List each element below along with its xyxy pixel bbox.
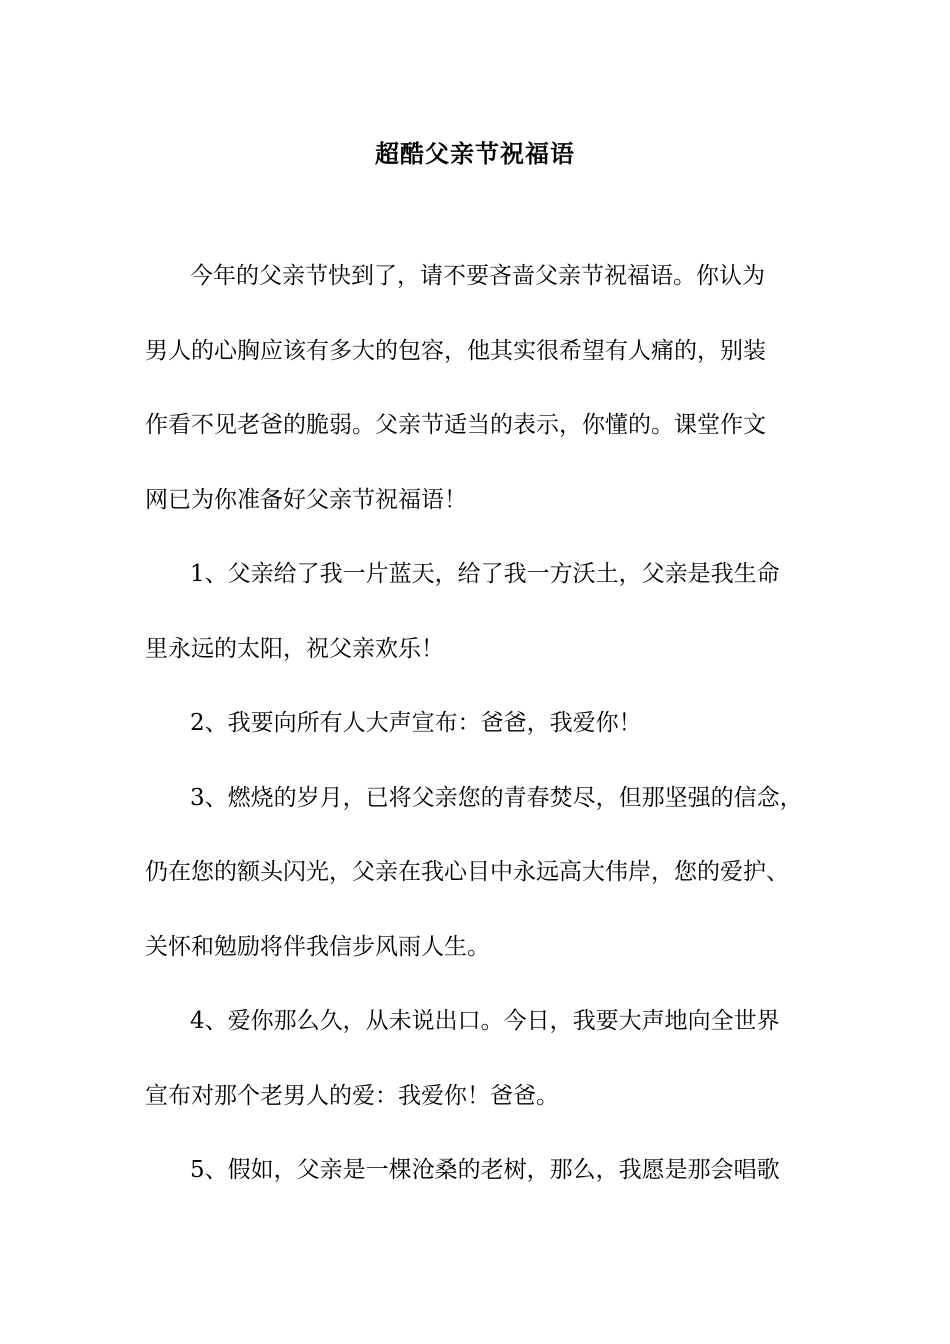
document-title: 超酷父亲节祝福语 <box>375 139 575 168</box>
body-line-6: 里永远的太阳，祝父亲欢乐！ <box>145 636 444 662</box>
body-line-13: 5、假如，父亲是一棵沧桑的老树，那么，我愿是那会唱歌 <box>190 1157 780 1183</box>
body-line-9: 仍在您的额头闪光，父亲在我心目中永远高大伟岸，您的爱护、 <box>145 859 789 885</box>
body-line-3: 作看不见老爸的脆弱。父亲节适当的表示，你懂的。课堂作文 <box>145 412 766 438</box>
body-line-11: 4、爱你那么久，从未说出口。今日，我要大声地向全世界 <box>190 1008 780 1034</box>
body-line-12: 宣布对那个老男人的爱：我爱你！爸爸。 <box>145 1083 559 1109</box>
body-line-1: 今年的父亲节快到了，请不要吝啬父亲节祝福语。你认为 <box>190 263 765 289</box>
body-line-7: 2、我要向所有人大声宣布：爸爸，我爱你！ <box>190 710 642 736</box>
body-line-10: 关怀和勉励将伴我信步风雨人生。 <box>145 934 490 960</box>
body-line-2: 男人的心胸应该有多大的包容，他其实很希望有人痛的，别装 <box>145 338 766 364</box>
body-line-5: 1、父亲给了我一片蓝天，给了我一方沃土，父亲是我生命 <box>190 561 780 587</box>
body-line-8: 3、燃烧的岁月，已将父亲您的青春焚尽，但那坚强的信念， <box>190 785 803 811</box>
body-line-4: 网已为你准备好父亲节祝福语！ <box>145 487 467 513</box>
